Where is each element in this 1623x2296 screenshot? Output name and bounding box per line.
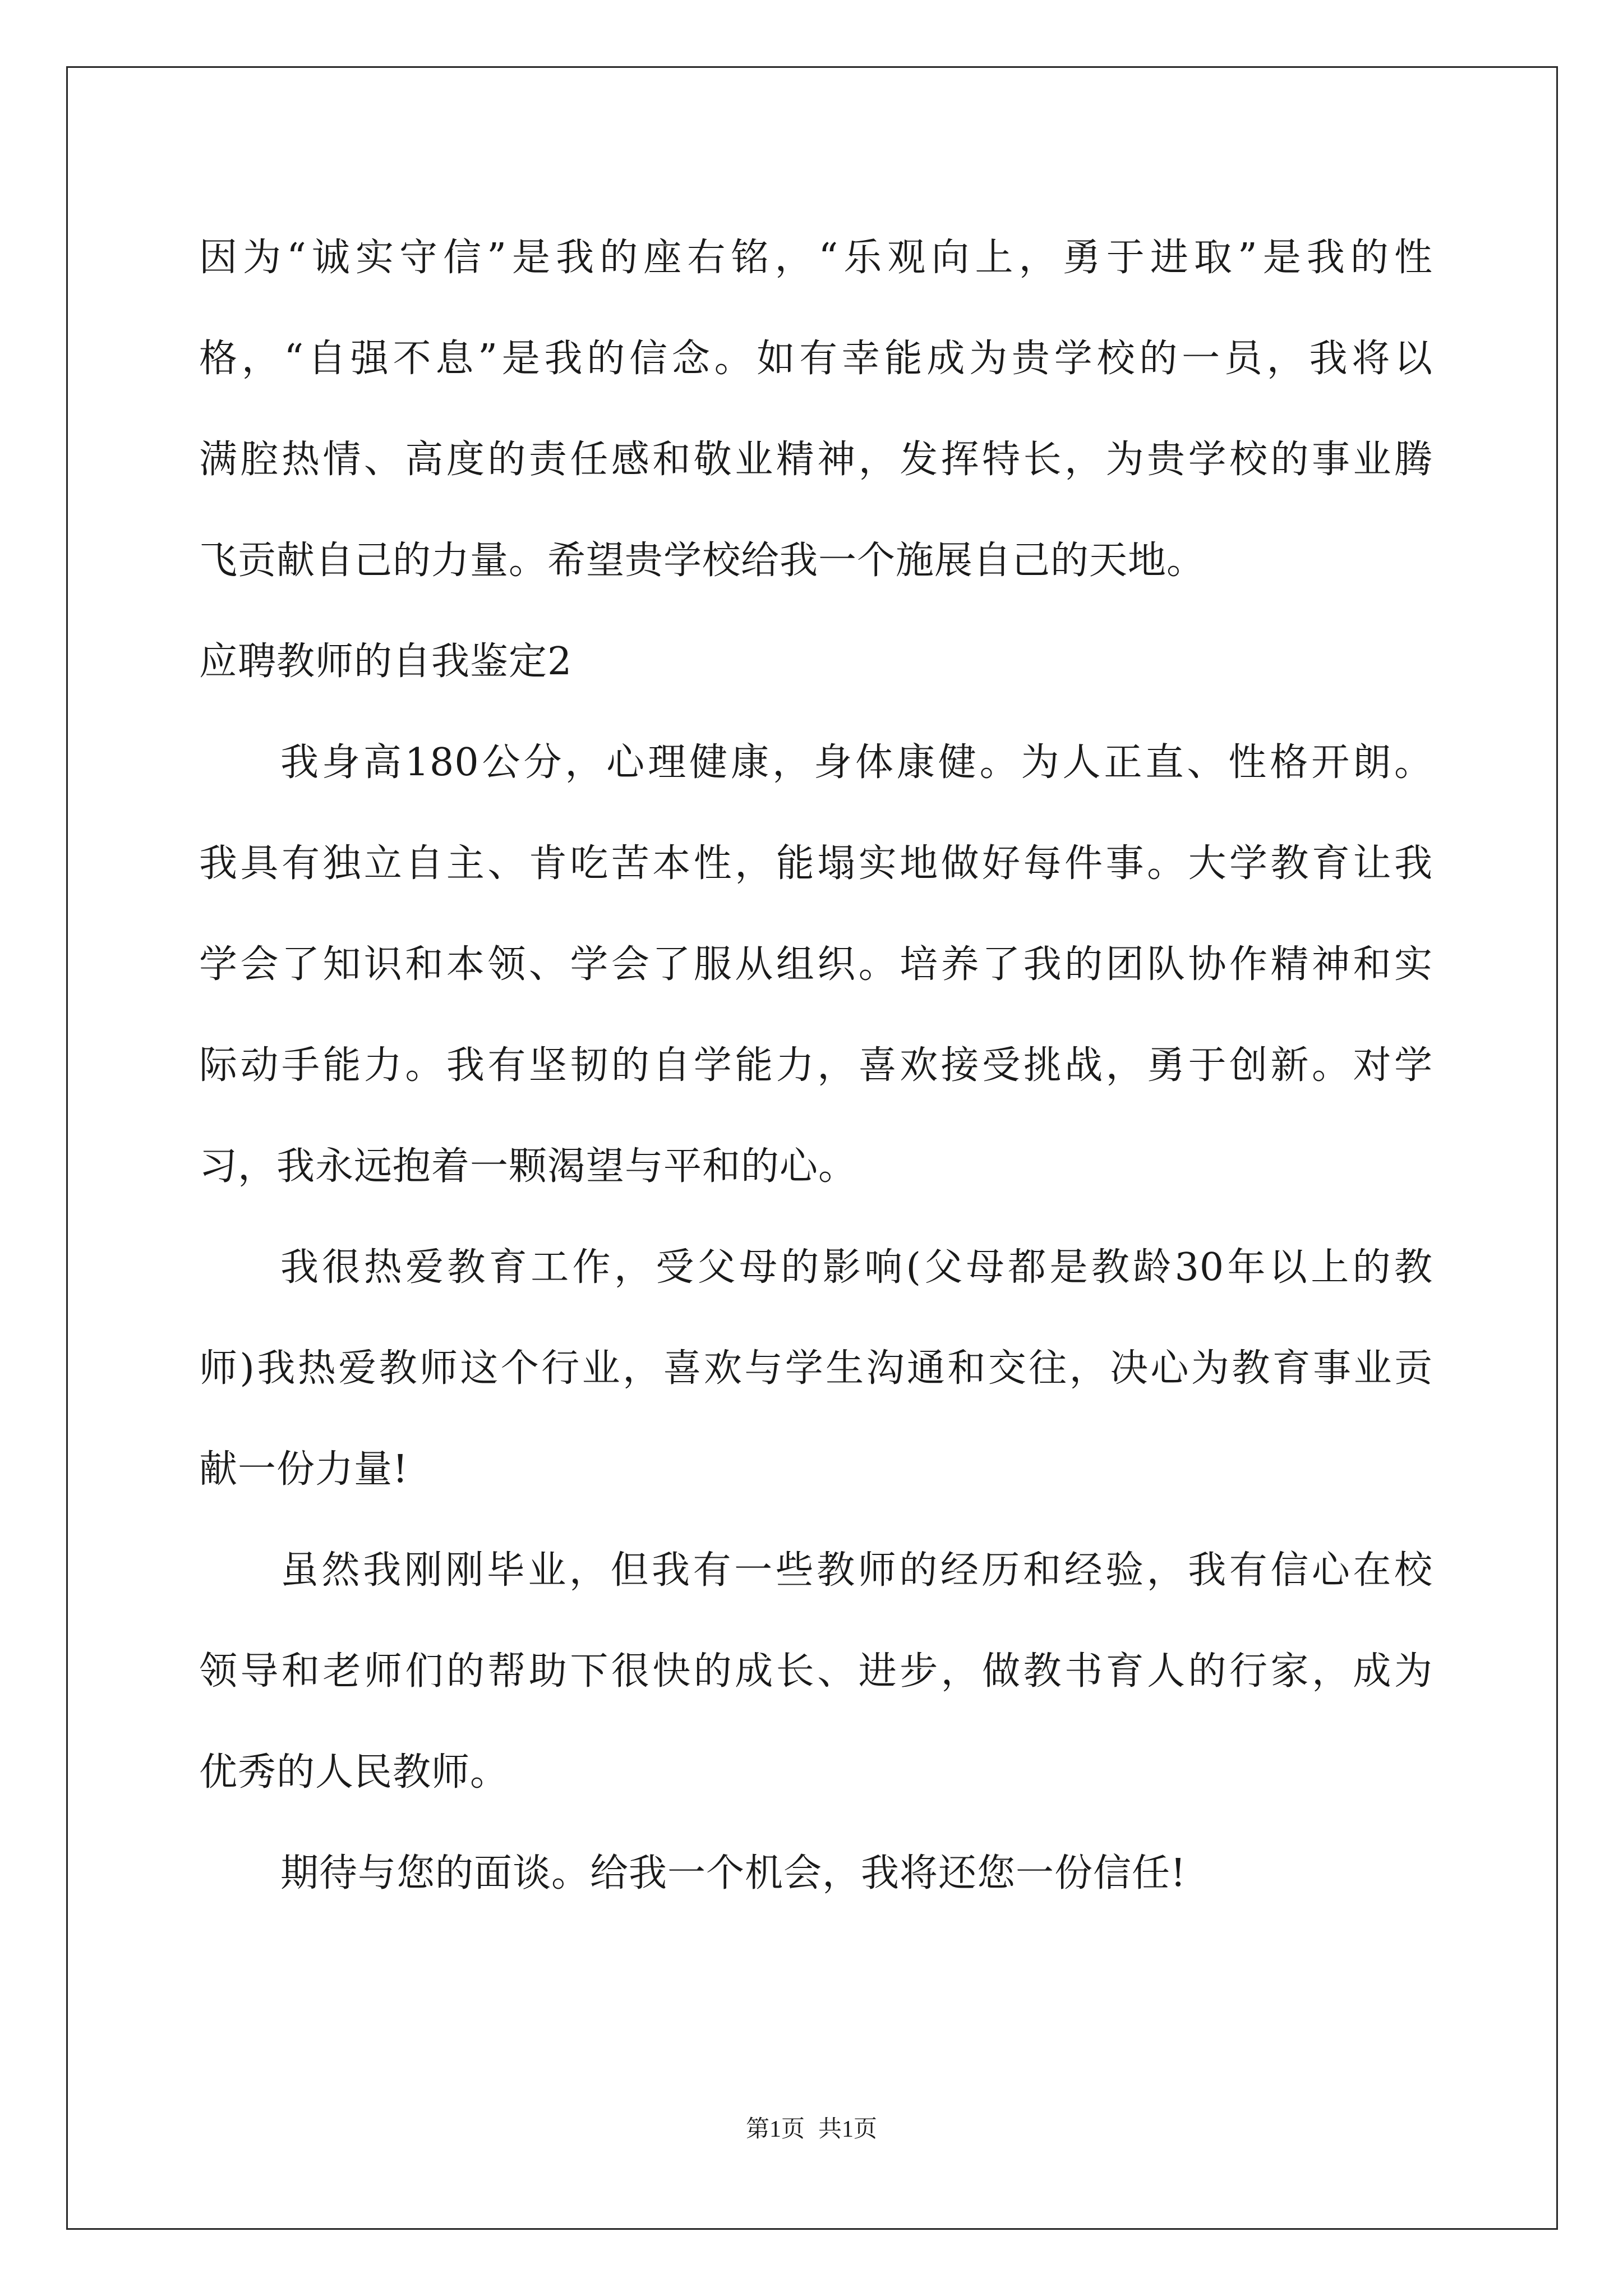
- paragraph-line: 满腔热情、高度的责任感和敬业精神，发挥特长，为贵学校的事业腾: [199, 438, 1433, 482]
- document-body: [199, 208, 1433, 1924]
- paragraph-line: 学会了知识和本领、学会了服从组织。培养了我的团队协作精神和实: [199, 942, 1433, 987]
- page-total: 共1页: [818, 2116, 878, 2142]
- paragraph-line: 优秀的人民教师。: [199, 1750, 509, 1795]
- paragraph-line: 格，“自强不息”是我的信念。如有幸能成为贵学校的一员，我将以: [199, 337, 1433, 381]
- paragraph-line: 领导和老师们的帮助下很快的成长、进步，做教书育人的行家，成为: [199, 1649, 1433, 1694]
- page-footer: [0, 2110, 1623, 2144]
- paragraph-line: 习，我永远抱着一颗渴望与平和的心。: [199, 1144, 857, 1189]
- paragraph-line: 际动手能力。我有坚韧的自学能力，喜欢接受挑战，勇于创新。对学: [199, 1043, 1433, 1088]
- paragraph-line: 师)我热爱教师这个行业，喜欢与学生沟通和交往，决心为教育事业贡: [199, 1346, 1433, 1391]
- paragraph-line: 飞贡献自己的力量。希望贵学校给我一个施展自己的天地。: [199, 539, 1206, 583]
- paragraph-line: 因为“诚实守信”是我的座右铭，“乐观向上，勇于进取”是我的性: [199, 236, 1433, 280]
- paragraph-line: 献一份力量!: [199, 1447, 409, 1492]
- page-number: 第1页: [745, 2116, 805, 2142]
- paragraph-line: 我很热爱教育工作，受父母的影响(父母都是教龄30年以上的教: [280, 1245, 1433, 1290]
- paragraph-line: 我具有独立自主、肯吃苦本性，能塌实地做好每件事。大学教育让我: [199, 841, 1433, 886]
- paragraph-line: 我身高180公分，心理健康，身体康健。为人正直、性格开朗。: [280, 740, 1433, 785]
- paragraph-line: 虽然我刚刚毕业，但我有一些教师的经历和经验，我有信心在校: [280, 1548, 1433, 1593]
- paragraph-line: 期待与您的面谈。给我一个机会，我将还您一份信任!: [280, 1851, 1187, 1895]
- section-heading: 应聘教师的自我鉴定2: [199, 639, 573, 684]
